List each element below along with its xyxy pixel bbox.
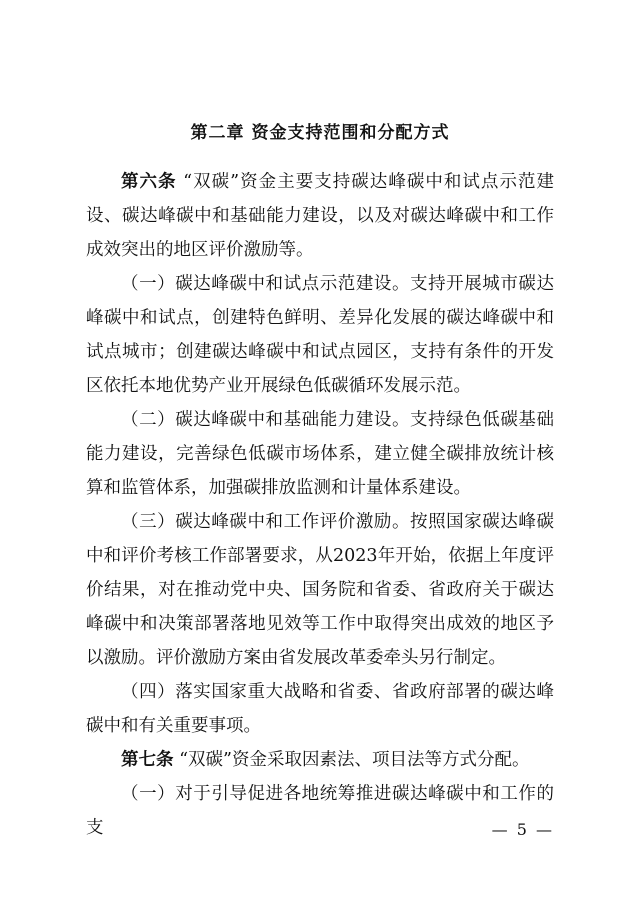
article-7-text: “双碳”资金采取因素法、项目法等方式分配。 [179,750,530,770]
article-6-item-2: （二）碳达峰碳中和基础能力建设。支持绿色低碳基础能力建设，完善绿色低碳市场体系，建立健全碳排放统计核算和监管体系，加强碳排放监测和计量体系建设。 [86,410,554,498]
article-7-label: 第七条 [121,750,174,770]
page-number: — 5 — [491,820,554,839]
article-6-item-1: （一）碳达峰碳中和试点示范建设。支持开展城市碳达峰碳中和试点，创建特色鲜明、差异化发展的碳达峰碳中和试点城市；创建碳达峰碳中和试点园区，支持有条件的开发区依托本地优势产业开展绿色低碳循环发展示范。 [86,274,554,396]
article-7-item-1: （一）对于引导促进各地统筹推进碳达峰碳中和工作的支 [86,784,554,838]
article-6-item-4: （四）落实国家重大战略和省委、省政府部署的碳达峰碳中和有关重要事项。 [86,682,554,736]
document-body [86,165,554,845]
article-6-label: 第六条 [121,172,177,192]
chapter-title: 第二章 资金支持范围和分配方式 [190,123,450,143]
article-6-item-3: （三）碳达峰碳中和工作评价激励。按照国家碳达峰碳中和评价考核工作部署要求，从2023年开始，依据上年度评价结果，对在推动党中央、国务院和省委、省政府关于碳达峰碳中和决策部署落地见效等工作中取得突出成效的地区予以激励。评价激励方案由省发展改革委牵头另行制定。 [86,512,554,668]
article-6-text: “双碳”资金主要支持碳达峰碳中和试点示范建设、碳达峰碳中和基础能力建设，以及对碳达峰碳中和工作成效突出的地区评价激励等。 [86,172,554,260]
article-7-paragraph [86,743,554,777]
article-6-paragraph [86,165,554,267]
